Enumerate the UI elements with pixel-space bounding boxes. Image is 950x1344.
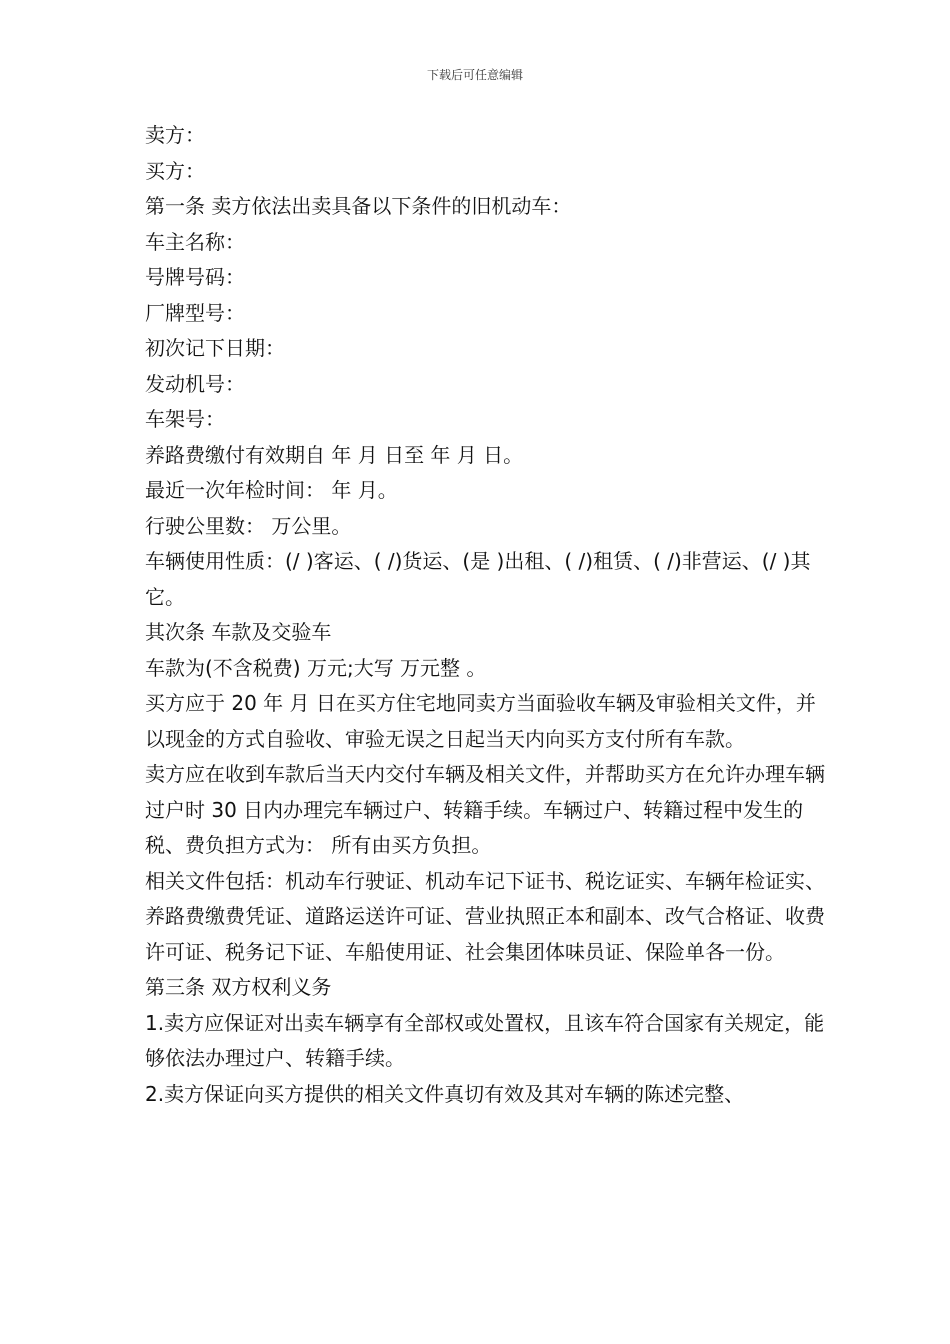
paragraph-road-fee: 养路费缴付有效期自 年 月 日至 年 月 日。 [145,442,524,467]
paragraph-usage-type: 车辆使用性质：(/ )客运、( /)货运、(是 )出租、( /)租赁、( /)非营运、(/ )其它。 [145,549,811,609]
paragraph-documents: 相关文件包括：机动车行驶证、机动车记下证书、税讫证实、车辆年检证实、养路费缴费凭证、道路运送许可证、营业执照正本和副本、改气合格证、收费许可证、税务记下证、车船使用证、社会集团体味员证、保险单各一份。 [145,868,825,964]
paragraph-mileage: 行驶公里数： 万公里。 [145,513,352,538]
paragraph-delivery: 卖方应在收到车款后当天内交付车辆及相关文件，并帮助买方在允许办理车辆过户时 30 日内办理完车辆过户、转籍手续。车辆过户、转籍过程中发生的税、费负担方式为： 所有由买方负担。 [145,762,825,857]
paragraph-seller: 卖方： [145,123,205,147]
paragraph-owner-name: 车主名称： [145,229,245,254]
paragraph-obligation-2: 2.卖方保证向买方提供的相关文件真切有效及其对车辆的陈述完整、 [145,1081,745,1106]
paragraph-annual-inspection: 最近一次年检时间： 年 月。 [145,478,398,502]
article-2-heading: 其次条 车款及交验车 [145,620,332,644]
paragraph-engine-number: 发动机号： [145,371,245,396]
article-3-heading: 第三条 双方权利义务 [145,975,332,999]
document-body [145,118,835,1112]
paragraph-buyer: 买方： [145,158,205,183]
paragraph-first-registration: 初次记下日期： [145,336,285,360]
paragraph-brand-model: 厂牌型号： [145,300,245,325]
paragraph-obligation-1: 1.卖方应保证对出卖车辆享有全部权或处置权，且该车符合国家有关规定，能够依法办理过户、转籍手续。 [145,1010,825,1070]
paragraph-plate-number: 号牌号码： [145,265,245,289]
paragraph-frame-number: 车架号： [145,407,225,431]
article-1-heading: 第一条 卖方依法出卖具备以下条件的旧机动车： [145,194,572,218]
paragraph-price: 车款为(不含税费) 万元;大写 万元整 。 [145,655,487,680]
page-header: 下载后可任意编辑 [426,68,523,82]
paragraph-inspection-payment: 买方应于 20 年 月 日在买方住宅地同卖方当面验收车辆及审验相关文件，并以现金的方式自验收、审验无误之日起当天内向买方支付所有车款。 [145,691,816,751]
